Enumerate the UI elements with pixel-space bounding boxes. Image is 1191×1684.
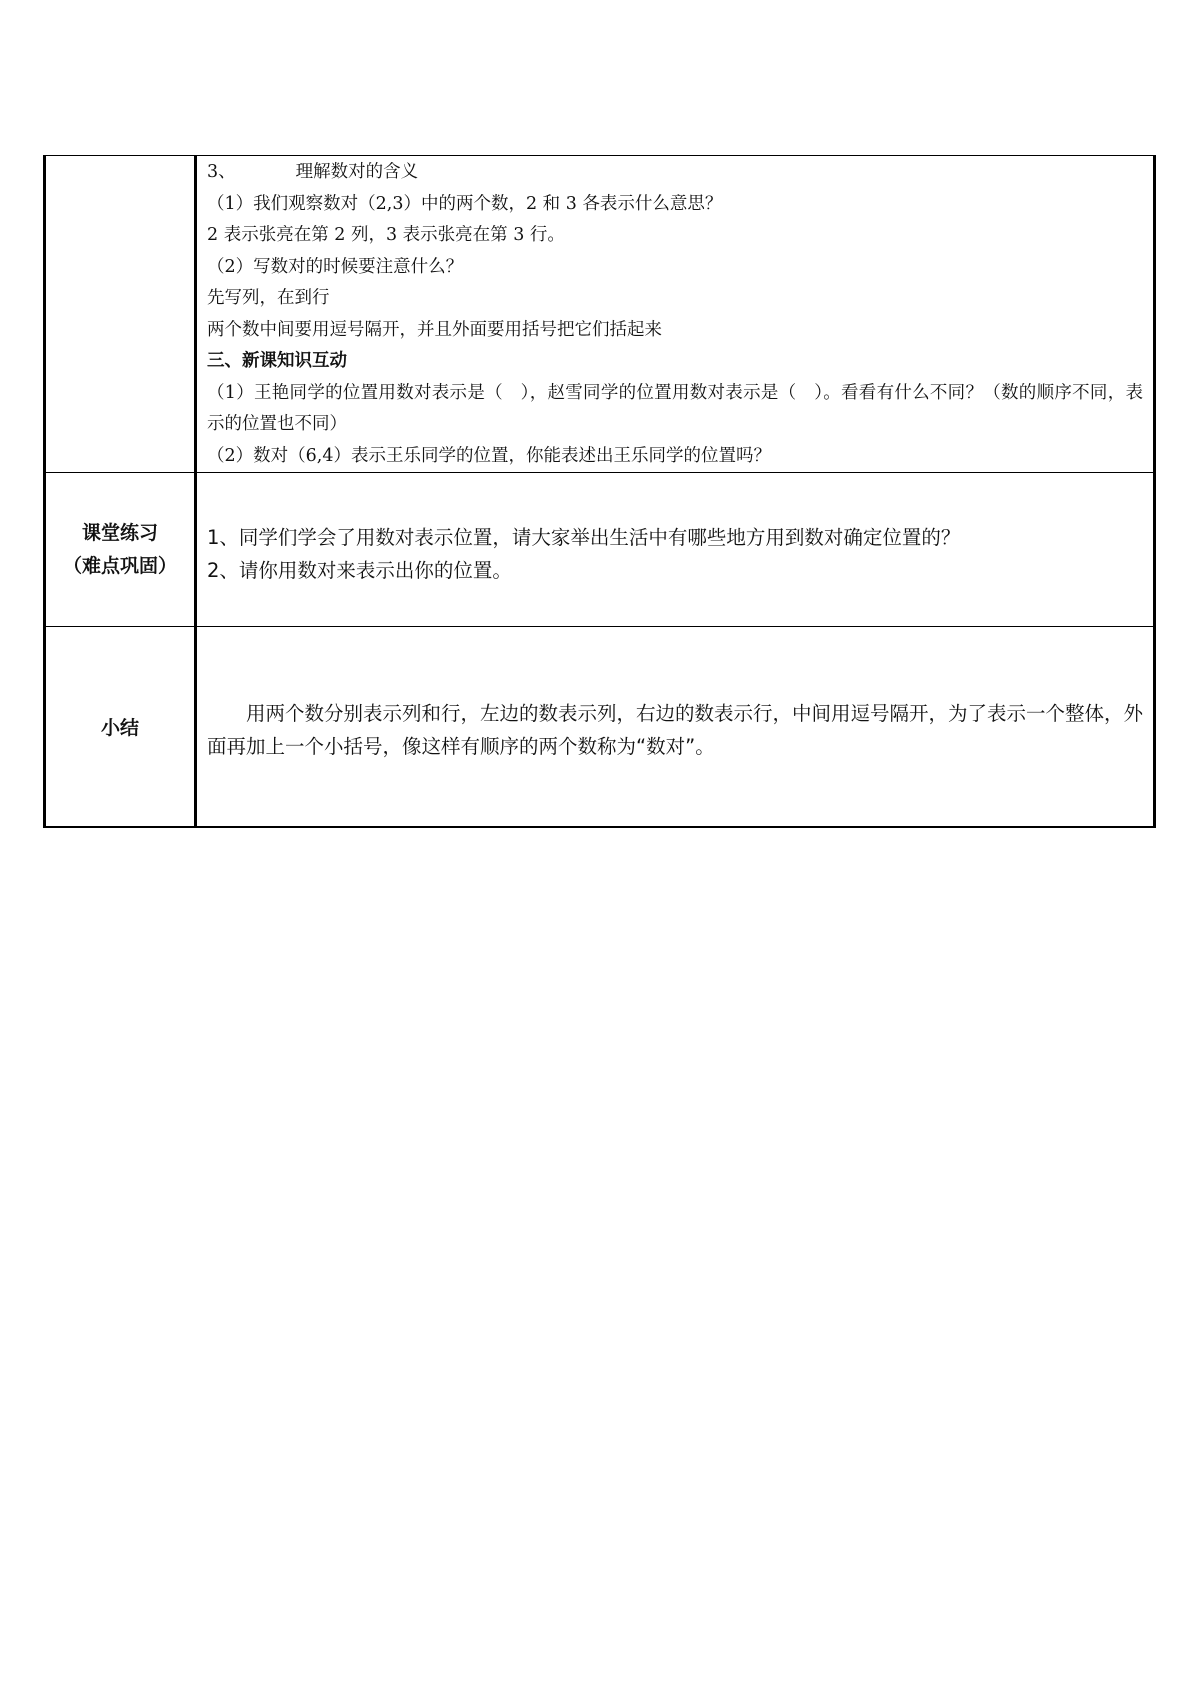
practice-item: 1、同学们学会了用数对表示位置，请大家举出生活中有哪些地方用到数对确定位置的？ xyxy=(207,526,961,549)
practice-label: 课堂练习 xyxy=(81,521,158,544)
list-item: 先写列，在到行 xyxy=(207,288,330,308)
summary-label: 小结 xyxy=(100,717,139,739)
section-heading: 三、新课知识互动 xyxy=(207,351,347,371)
empty-label-cell xyxy=(45,156,196,473)
list-item xyxy=(207,157,1143,189)
practice-sublabel: （难点巩固） xyxy=(62,554,177,577)
summary-text: 用两个数分别表示列和行，左边的数表示列，右边的数表示行，中间用逗号隔开，为了表示一个整体，外面再加上一个小括号，像这样有顺序的两个数称为“数对”。 xyxy=(207,702,1144,758)
list-item: 2 表示张亮在第 2 列，3 表示张亮在第 3 行。 xyxy=(207,225,565,245)
practice-content-cell xyxy=(196,473,1155,627)
list-item: （2）写数对的时候要注意什么？ xyxy=(207,256,464,277)
content-cell xyxy=(196,156,1155,473)
list-item: （1）王艳同学的位置用数对表示是（ ），赵雪同学的位置用数对表示是（ ）。看看有什么不同？（数的顺序不同，表示的位置也不同） xyxy=(207,382,1143,434)
table-row xyxy=(45,156,1155,473)
practice-label-cell xyxy=(45,473,196,627)
summary-label-cell xyxy=(45,627,196,828)
table-row xyxy=(45,473,1155,627)
list-item: 两个数中间要用逗号隔开，并且外面要用括号把它们括起来 xyxy=(207,319,662,340)
lesson-plan-table xyxy=(43,155,1156,828)
item-title: 理解数对的含义 xyxy=(295,162,419,182)
item-number: 3、 xyxy=(207,162,236,182)
table-row xyxy=(45,627,1155,828)
practice-item: 2、请你用数对来表示出你的位置。 xyxy=(207,559,512,582)
list-item: （1）我们观察数对（2,3）中的两个数，2 和 3 各表示什么意思？ xyxy=(207,193,723,214)
list-item: （2）数对（6,4）表示王乐同学的位置，你能表述出王乐同学的位置吗？ xyxy=(207,445,771,466)
summary-content-cell xyxy=(196,627,1155,828)
